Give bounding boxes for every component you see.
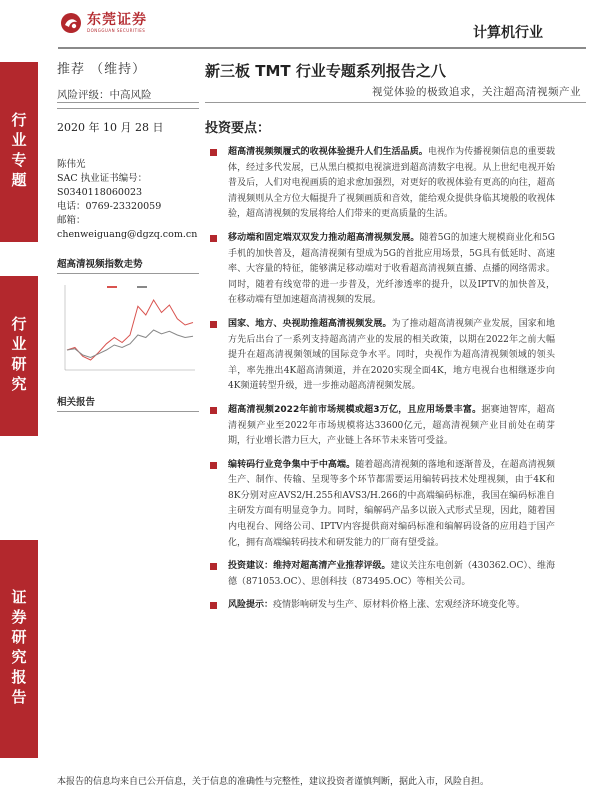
bullet-icon: [210, 462, 217, 469]
side-band-report: [0, 540, 38, 758]
company-logo: [60, 12, 147, 34]
key-point: [208, 317, 555, 395]
side-band-research-label: 行业研究: [9, 316, 28, 396]
related-reports-title: 相关报告: [57, 394, 199, 412]
risk-level: 风险评级：中高风险: [57, 89, 152, 101]
key-point: [208, 145, 555, 223]
key-point-lead: 国家、地方、央视助推超高清视频发展。: [228, 318, 392, 329]
side-band-report-label: 证券研究报告: [9, 589, 28, 709]
side-band-research: [0, 276, 38, 436]
key-points-list: [208, 145, 555, 622]
key-point-lead: 编转码行业竞争集中于中高端。: [228, 459, 356, 470]
side-band-topic: [0, 62, 38, 242]
analyst-name: 陈伟光: [57, 159, 86, 170]
index-trend-chart: [57, 280, 199, 380]
bullet-icon: [210, 149, 217, 156]
analyst-phone: 电话：0769-23320059: [57, 201, 162, 212]
analyst-email-label: 邮箱：: [57, 215, 86, 226]
key-points-heading: 投资要点：: [205, 121, 271, 136]
key-point: [208, 403, 555, 450]
industry-label: 计算机行业: [473, 25, 543, 41]
analyst-cert-number: S0340118060023: [57, 187, 143, 198]
key-point-lead: 投资建议：维持对超高清产业推荐评级。: [228, 561, 391, 572]
title-divider: [205, 102, 586, 103]
key-point-body: 为了推动超高清视频产业发展，国家和地方先后出台了一系列支持超高清产业的发展的相关政策，以期在2022年之前大幅提升在超高清视频领域的国际竞争水平。同时，央视作为超高清视频领域的领头羊，率先推出4K超高清频道，并在2020实现全面4K，地方电视台也相继逐步向4K频道转型升级，进一步推动超高清视频发展。: [228, 318, 555, 392]
bullet-icon: [210, 321, 217, 328]
disclaimer-footer: 本报告的信息均来自已公开信息，关于信息的准确性与完整性，建议投资者谨慎判断，据此入市，风险自担。: [57, 777, 490, 787]
analyst-info: [57, 158, 199, 242]
key-point: [208, 458, 555, 552]
legend-swatch-index: [107, 286, 117, 288]
left-divider: [57, 108, 199, 109]
key-point-lead: 超高清视频2022年前市场规模或超3万亿，且应用场景丰富。: [228, 404, 482, 415]
report-date: 2020 年 10 月 28 日: [57, 121, 164, 134]
chart-title: 超高清视频指数走势: [57, 256, 199, 274]
brand-name-en: DONGGUAN SECURITIES: [87, 28, 146, 33]
company-logo-icon: [60, 12, 82, 34]
analyst-cert-label: SAC 执业证书编号：: [57, 173, 148, 184]
key-point: [208, 598, 555, 614]
brand-name: 东莞证券: [87, 12, 147, 28]
side-band-topic-label: 行业专题: [9, 112, 28, 192]
related-reports: [57, 380, 199, 412]
bullet-icon: [210, 602, 217, 609]
key-point-lead: 移动端和固定端双双发力推动超高清视频发展。: [228, 232, 420, 243]
key-point: [208, 231, 555, 309]
key-point-body: 建议关注东电创新（430362.OC）、维海德（871053.OC）、思创科技（873495.OC）等相关公司。: [228, 561, 555, 587]
key-point-body: 电视作为传播视频信息的重要载体，经过多代发展，已从黑白模拟电视演进到超高清数字电视。从上世纪电视开始普及后，人们对电视画质的追求愈加强烈，对更好的收视体验有更高的向往，超高清视频则从全方位大幅提升了视频画质和音效，能给观众提供身临其境般的收视体验，超高清视频的发展将给人们带来的更高质量的生活。: [228, 147, 555, 220]
report-title: 新三板 TMT 行业专题系列报告之八: [205, 62, 446, 80]
left-title-divider: [57, 102, 199, 103]
chart-series-line-0: [67, 300, 193, 360]
key-point-body: 随着5G的加速大规模商业化和5G手机的加快普及，超高清视频有望成为5G的首批应用场景，5G具有低延时、高速率、大容量的特征，能够满足移动端对于收看超高清视频直播、点播的网络需求。同时，随着有线宽带的进一步普及，光纤渗透率的提升，以及IPTV的加快普及，在移动端有望加速超高清视频的发展。: [228, 232, 555, 306]
rating: 推荐 （维持）: [57, 62, 147, 77]
key-point-body: 随着超高清视频的落地和逐渐普及，在超高清视频生产、制作、传输、呈现等多个环节都需要运用编转码技术处理视频，由于4K和8K分别对应AVS2/H.255和AVS3/H.266的中高端编码标准，我国在编码标准自主研发方面有明显竞争力。同时，编解码产品多以嵌入式形式呈现，因此，随着国内电视台、网络公司、IPTV内容提供商对编码标准和编解码设备的应用趋于国产化，拥有高端编转码技术和研发能力的厂商有望受益。: [228, 459, 555, 548]
key-point-body: 疫情影响研发与生产、原材料价格上涨、宏观经济环境变化等。: [273, 600, 526, 611]
bullet-icon: [210, 563, 217, 570]
report-subtitle: 视觉体验的极致追求，关注超高清视频产业: [372, 86, 581, 98]
legend-swatch-benchmark: [137, 286, 147, 288]
key-point-lead: 风险提示：: [228, 600, 274, 611]
bullet-icon: [210, 235, 217, 242]
key-point: [208, 559, 555, 590]
key-point-body: 据赛迪智库，超高清视频产业至2022年市场规模将达33600亿元，超高清视频产业目前处在萌芽期，行业增长潜力巨大，产业链上各环节未来皆可受益。: [228, 404, 555, 447]
bullet-icon: [210, 407, 217, 414]
header-divider: [58, 47, 586, 49]
key-point-lead: 超高清视频频履式的收视体验提升人们生活品质。: [228, 147, 428, 157]
analyst-email[interactable]: chenweiguang@dgzq.com.cn: [57, 229, 198, 240]
